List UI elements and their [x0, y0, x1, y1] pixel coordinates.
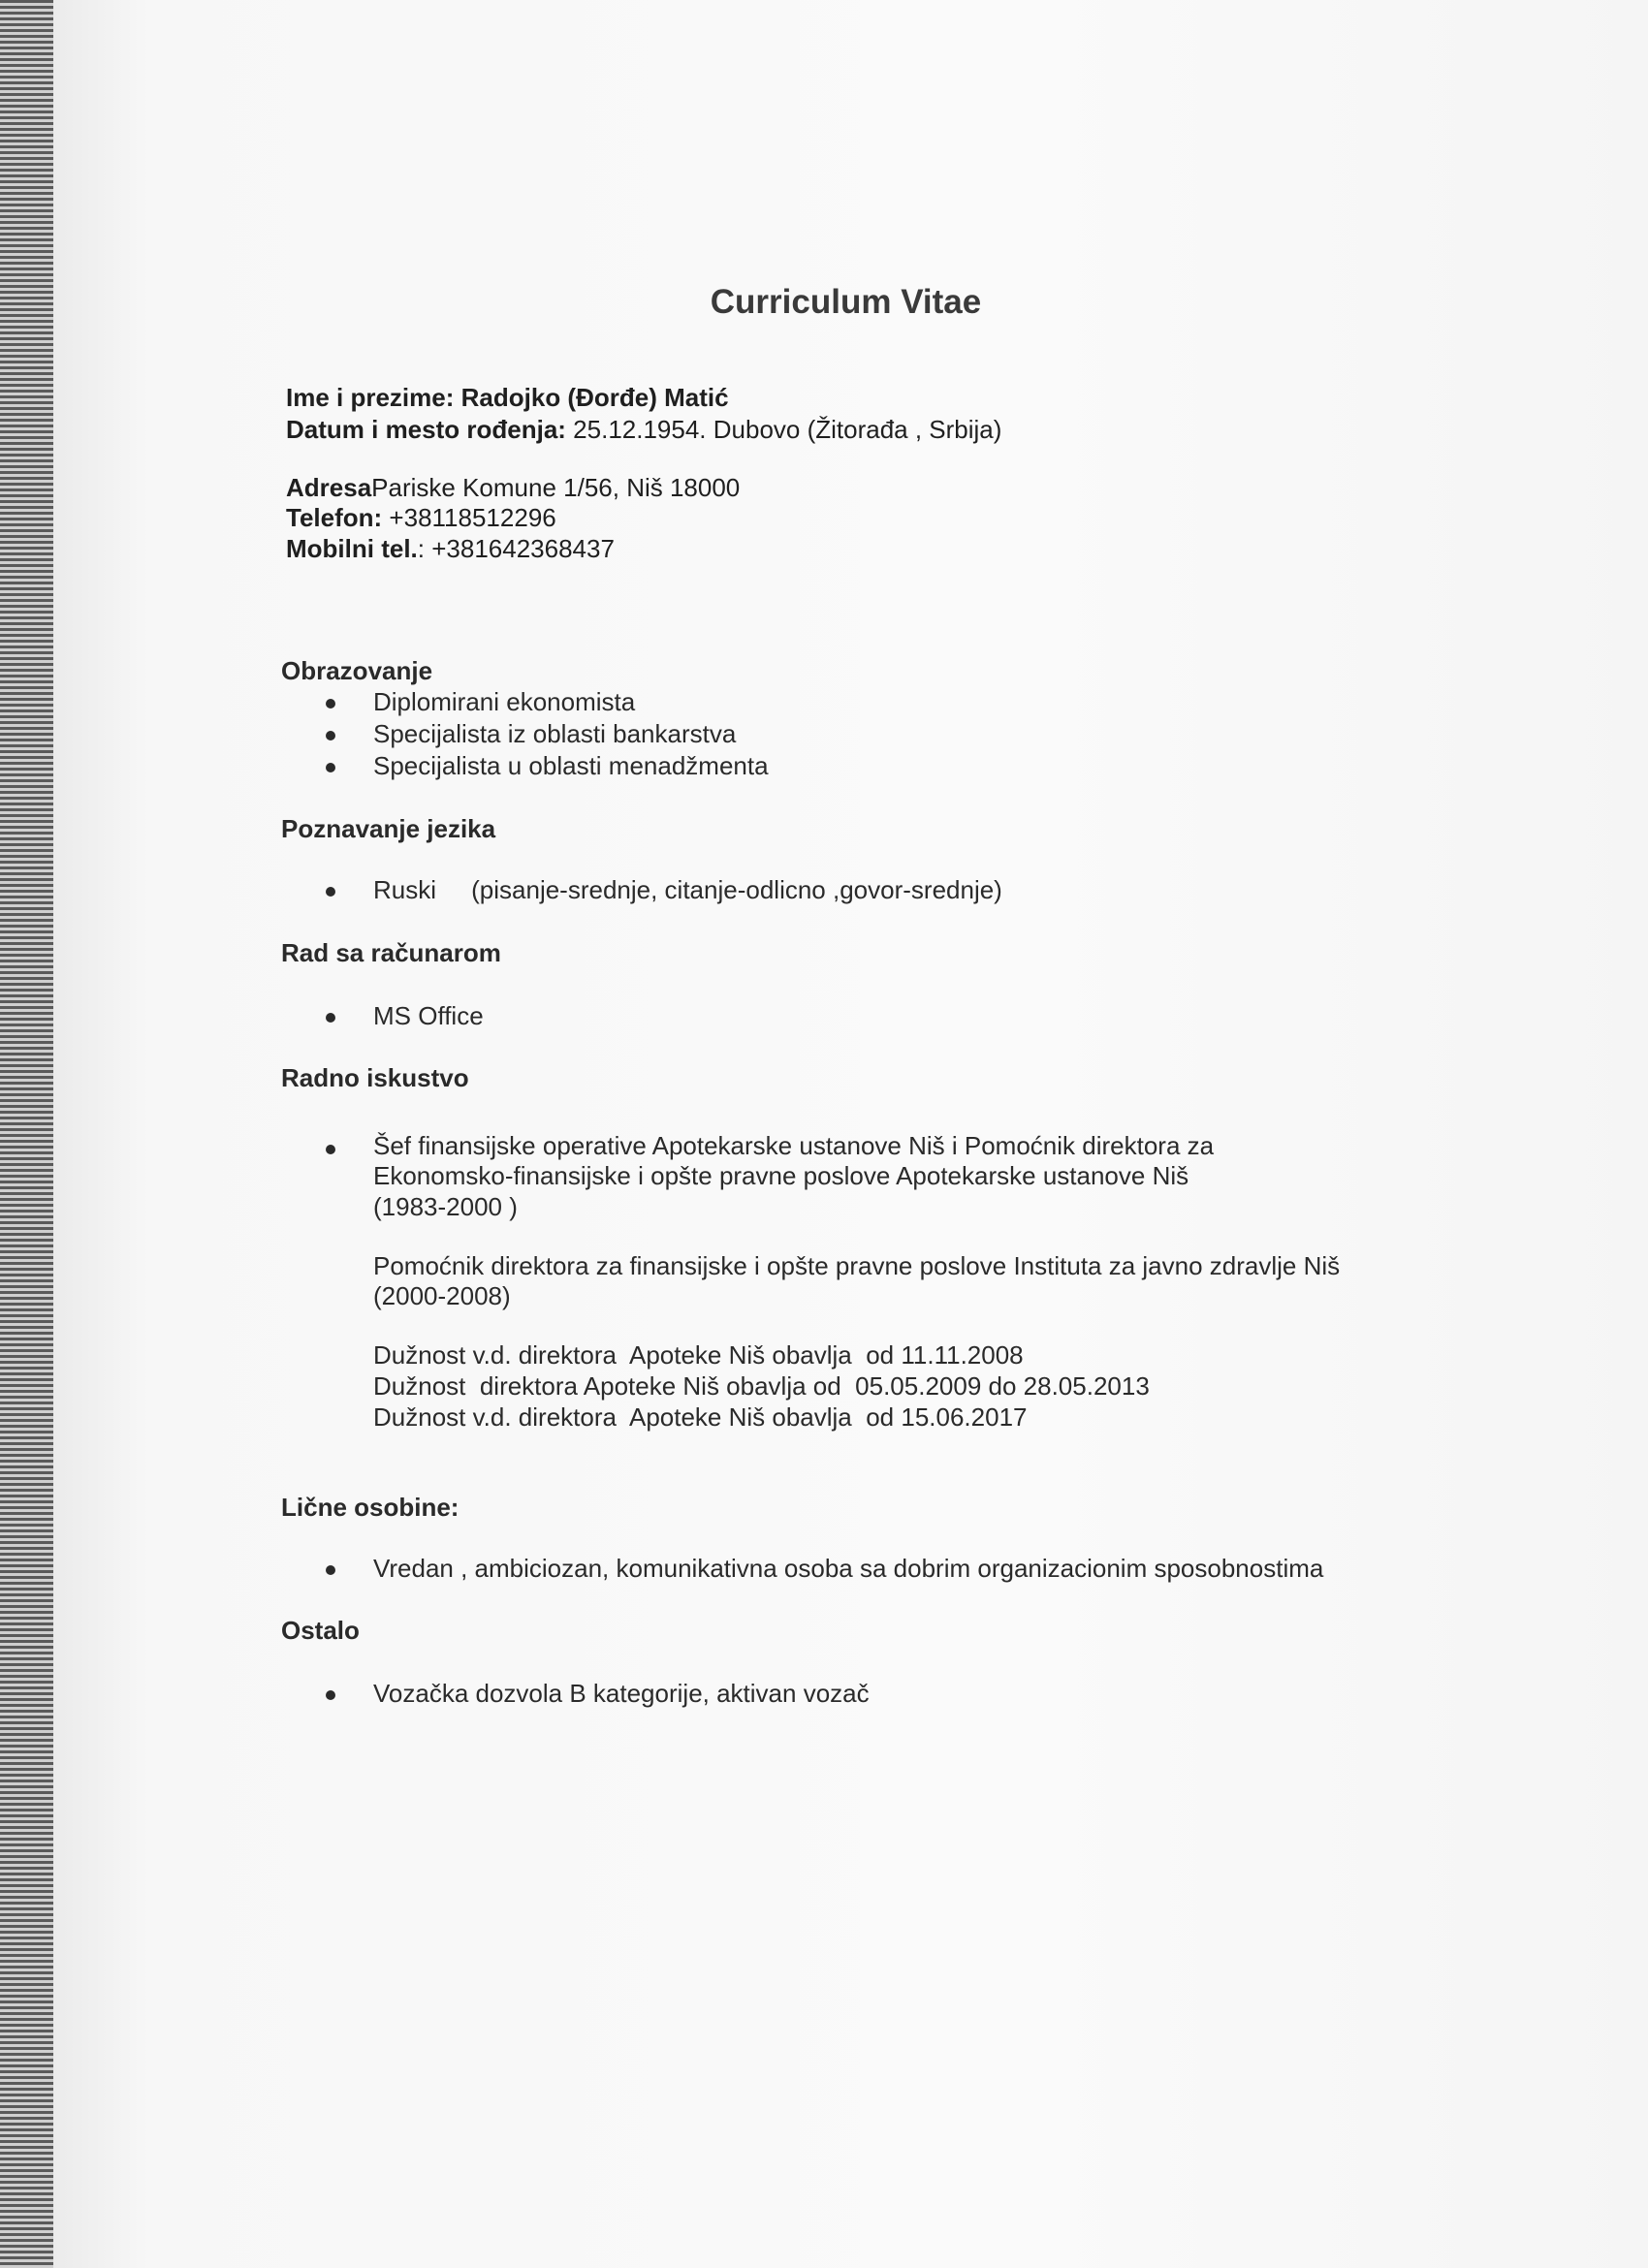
education-heading: Obrazovanje [281, 656, 433, 685]
name-label: Ime i prezime: [286, 383, 455, 412]
education-item: Diplomirani ekonomista [373, 687, 636, 716]
name-value: Radojko (Đorđe) Matić [460, 383, 729, 412]
experience-line: (1983-2000 ) [373, 1192, 518, 1221]
bullet-icon [326, 763, 335, 772]
experience-line: Šef finansijske operative Apotekarske ustanove Niš i Pomoćnik direktora za [373, 1131, 1215, 1160]
traits-item: Vredan , ambiciozan, komunikativna osoba sa dobrim organizacionim sposobnostima [373, 1554, 1324, 1583]
mobile-label: Mobilni tel. [286, 534, 418, 563]
bullet-icon [326, 1565, 335, 1575]
experience-line: Ekonomsko-finansijske i opšte pravne poslove Apotekarske ustanove Niš [373, 1161, 1189, 1190]
traits-heading: Lične osobine: [281, 1493, 460, 1522]
bullet-icon [326, 1013, 335, 1023]
phone-line [286, 503, 556, 532]
education-item: Specijalista u oblasti menadžmenta [373, 751, 769, 780]
address-value: Pariske Komune 1/56, Niš 18000 [371, 473, 741, 502]
other-heading: Ostalo [281, 1616, 360, 1645]
experience-line: (2000-2008) [373, 1281, 511, 1310]
name-line [286, 383, 729, 412]
phone-value: +38118512296 [389, 503, 556, 532]
address-line [286, 473, 740, 502]
bullet-icon [326, 731, 335, 740]
scanner-edge [0, 0, 53, 2268]
other-item: Vozačka dozvola B kategorije, aktivan vozač [373, 1679, 870, 1708]
experience-line: Pomoćnik direktora za finansijske i opšte pravne poslove Instituta za javno zdravlje Niš [373, 1251, 1341, 1280]
birth-line [286, 415, 1001, 444]
birth-value: 25.12.1954. Dubovo (Žitorađa , Srbija) [573, 415, 1002, 444]
experience-line: Dužnost direktora Apoteke Niš obavlja od 05.05.2009 do 28.05.2013 [373, 1371, 1150, 1401]
birth-label: Datum i mesto rođenja: [286, 415, 566, 444]
bullet-icon [326, 699, 335, 709]
phone-label: Telefon: [286, 503, 383, 532]
bullet-icon [326, 887, 335, 897]
computer-item: MS Office [373, 1001, 484, 1030]
bullet-icon [326, 1145, 335, 1154]
bullet-icon [326, 1690, 335, 1700]
experience-line: Dužnost v.d. direktora Apoteke Niš obavlja od 11.11.2008 [373, 1340, 1024, 1370]
languages-heading: Poznavanje jezika [281, 814, 496, 843]
computer-heading: Rad sa računarom [281, 938, 501, 967]
mobile-line [286, 534, 615, 563]
experience-line: Dužnost v.d. direktora Apoteke Niš obavlja od 15.06.2017 [373, 1402, 1028, 1432]
experience-heading: Radno iskustvo [281, 1063, 469, 1092]
address-label: Adresa [286, 473, 372, 502]
education-item: Specijalista iz oblasti bankarstva [373, 719, 737, 748]
document-title: Curriculum Vitae [710, 283, 982, 321]
mobile-value: : +381642368437 [417, 534, 615, 563]
language-item: Ruski (pisanje-srednje, citanje-odlicno ,govor-srednje) [373, 875, 1002, 904]
